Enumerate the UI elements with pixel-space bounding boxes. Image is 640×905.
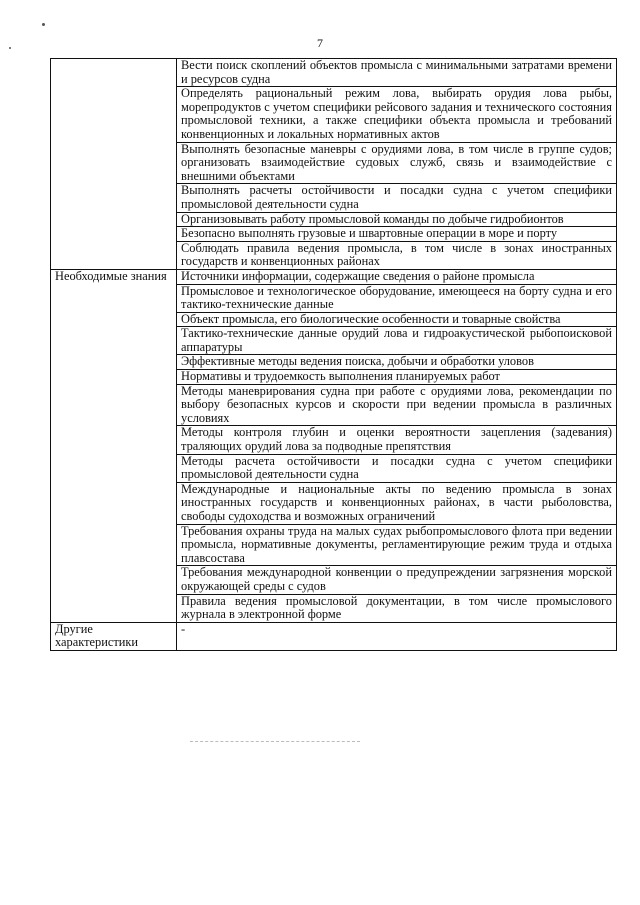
row-text: Эффективные методы ведения поиска, добычи и обработки уловов [177, 355, 617, 370]
row-text: Вести поиск скоплений объектов промысла с минимальными затратами времени и ресурсов судна [177, 59, 617, 87]
row-text: - [177, 622, 617, 650]
row-text: Международные и национальные акты по ведению промысла в зонах иностранных государств и конвенционных районах, в части рыболовства, свободы судоходства и возможных ограничений [177, 482, 617, 524]
row-text: Выполнять безопасные маневры с орудиями лова, в том числе в группе судов; организовать взаимодействие судовых служб, связь и взаимодействие с внешними объектами [177, 142, 617, 184]
skill-row [51, 59, 617, 87]
row-label-empty [51, 59, 177, 270]
row-label: Другие характеристики [51, 622, 177, 650]
row-text: Требования международной конвенции о предупреждении загрязнения морской окружающей среды с судов [177, 566, 617, 594]
row-text: Определять рациональный режим лова, выбирать орудия лова рыбы, морепродуктов с учетом специфики рейсового задания и технического состояния промысловой техники, а также специфики объекта промысла и требований конвенционных и локальных нормативных актов [177, 87, 617, 142]
row-text: Нормативы и трудоемкость выполнения планируемых работ [177, 370, 617, 385]
row-text: Организовывать работу промысловой команды по добыче гидробионтов [177, 212, 617, 227]
row-text: Методы маневрирования судна при работе с орудиями лова, рекомендации по выбору безопасных курсов и скорости при ведении промысла в различных условиях [177, 384, 617, 426]
row-text: Требования охраны труда на малых судах рыбопромыслового флота при ведении промысла, нормативные документы, регламентирующие режим труда и отдыха плавсостава [177, 524, 617, 566]
row-text: Методы расчета остойчивости и посадки судна с учетом специфики промысловой деятельности судна [177, 454, 617, 482]
row-text: Источники информации, содержащие сведения о районе промысла [177, 269, 617, 284]
scan-speck [42, 23, 45, 26]
knowledge-row [51, 269, 617, 284]
other-characteristics-row [51, 622, 617, 650]
row-label: Необходимые знания [51, 269, 177, 622]
bottom-dashed-rule [190, 741, 360, 742]
qualification-table [50, 58, 617, 651]
row-text: Промысловое и технологическое оборудование, имеющееся на борту судна и его тактико-технические данные [177, 284, 617, 312]
row-text: Методы контроля глубин и оценки вероятности зацепления (задевания) траляющих орудий лова за подводные препятствия [177, 426, 617, 454]
row-text: Соблюдать правила ведения промысла, в том числе в зонах иностранных государств и конвенционных районах [177, 241, 617, 269]
row-text: Выполнять расчеты остойчивости и посадки судна с учетом специфики промысловой деятельности судна [177, 184, 617, 212]
row-text: Безопасно выполнять грузовые и швартовные операции в море и порту [177, 227, 617, 242]
row-text: Правила ведения промысловой документации, в том числе промыслового журнала в электронной форме [177, 594, 617, 622]
row-text: Объект промысла, его биологические особенности и товарные свойства [177, 312, 617, 327]
row-text: Тактико-технические данные орудий лова и гидроакустической рыбопоисковой аппаратуры [177, 327, 617, 355]
page-number: 7 [317, 36, 323, 50]
